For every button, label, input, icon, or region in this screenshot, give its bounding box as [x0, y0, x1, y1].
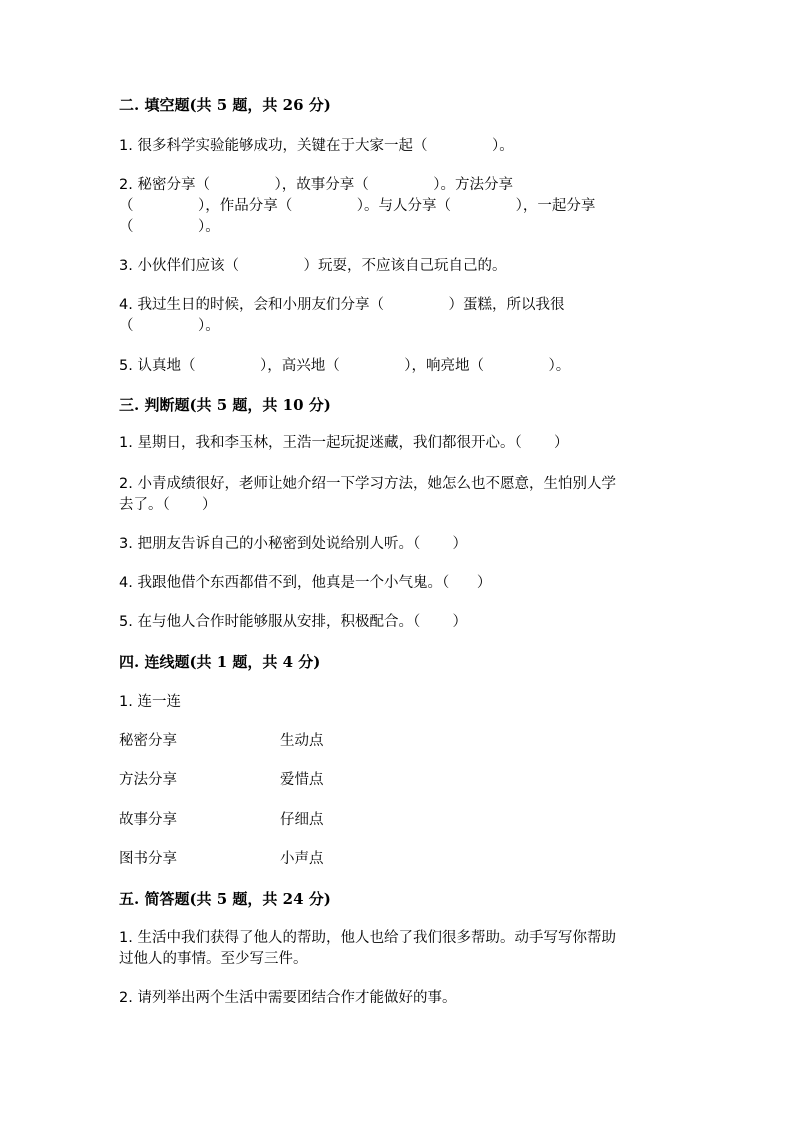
match-right-item: 生动点 — [280, 733, 324, 749]
match-left-item: 图书分享 — [119, 851, 177, 867]
match-right-item: 仔细点 — [280, 812, 324, 828]
judge-question-1: 1. 星期日，我和李玉林，王浩一起玩捉迷藏，我们都很开心。（ ） — [119, 435, 569, 451]
judge-question-5: 5. 在与他人合作时能够服从安排，积极配合。（ ） — [119, 614, 467, 630]
match-left-item: 秘密分享 — [119, 733, 177, 749]
match-right-item: 小声点 — [280, 851, 324, 867]
fill-question-2-line-2: （ ），作品分享（ ）。与人分享（ ），一起分享 — [119, 198, 596, 214]
judge-question-2-line-1: 2. 小青成绩很好，老师让她介绍一下学习方法，她怎么也不愿意，生怕别人学 — [119, 476, 616, 492]
judge-question-4: 4. 我跟他借个东西都借不到，他真是一个小气鬼。（ ） — [119, 575, 492, 591]
fill-question-4 — [119, 295, 679, 337]
short-question-2: 2. 请列举出两个生活中需要团结合作才能做好的事。 — [119, 990, 457, 1006]
fill-question-3: 3. 小伙伴们应该（ ）玩耍，不应该自己玩自己的。 — [119, 258, 507, 274]
judge-question-3: 3. 把朋友告诉自己的小秘密到处说给别人听。（ ） — [119, 536, 467, 552]
short-question-1-line-1: 1. 生活中我们获得了他人的帮助，他人也给了我们很多帮助。动手写写你帮助 — [119, 930, 616, 946]
fill-question-2-line-1: 2. 秘密分享（ ），故事分享（ ）。方法分享 — [119, 177, 513, 193]
short-question-1 — [119, 928, 679, 970]
fill-question-4-line-2: （ ）。 — [119, 318, 220, 334]
match-left-item: 故事分享 — [119, 812, 177, 828]
fill-question-5: 5. 认真地（ ），高兴地（ ），响亮地（ ）。 — [119, 358, 571, 374]
judge-question-2 — [119, 474, 679, 516]
fill-question-2 — [119, 175, 679, 238]
fill-question-2-line-3: （ ）。 — [119, 219, 220, 235]
match-right-item: 爱惜点 — [280, 772, 324, 788]
match-table — [119, 731, 679, 871]
section-fill-title: 二. 填空题(共 5 题，共 26 分) — [119, 96, 331, 114]
section-judge-title: 三. 判断题(共 5 题，共 10 分) — [119, 396, 331, 414]
short-question-1-line-2: 过他人的事情。至少写三件。 — [119, 951, 308, 967]
match-left-item: 方法分享 — [119, 772, 177, 788]
fill-question-4-line-1: 4. 我过生日的时候，会和小朋友们分享（ ）蛋糕，所以我很 — [119, 297, 565, 313]
section-match-title: 四. 连线题(共 1 题，共 4 分) — [119, 653, 321, 671]
judge-question-2-line-2: 去了。（ ） — [119, 497, 217, 513]
fill-question-1: 1. 很多科学实验能够成功，关键在于大家一起（ ）。 — [119, 138, 514, 154]
match-question-1: 1. 连一连 — [119, 694, 181, 710]
section-short-title: 五. 简答题(共 5 题，共 24 分) — [119, 890, 331, 908]
